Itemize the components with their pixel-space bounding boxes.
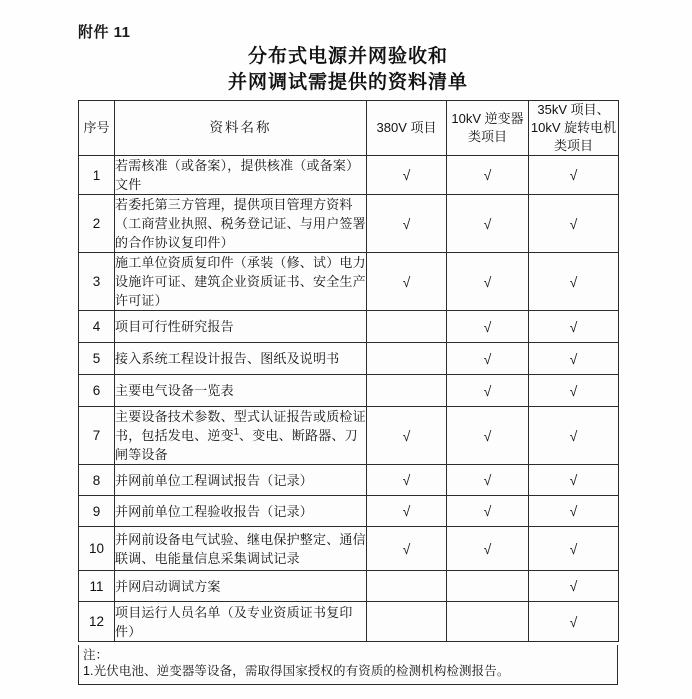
table-row: [79, 602, 619, 642]
row-mark-10kv: √: [447, 496, 529, 527]
row-document-name: 并网前单位工程验收报告（记录）: [115, 496, 367, 527]
row-mark-35kv: √: [529, 375, 619, 407]
table-row: [79, 465, 619, 496]
table-row: [79, 407, 619, 465]
footnote-marker: 1: [233, 426, 240, 437]
row-mark-10kv: √: [447, 253, 529, 311]
row-document-name: 若需核准（或备案），提供核准（或备案）文件: [115, 156, 367, 195]
table-row: [79, 343, 619, 375]
page-title-line-2: 并网调试需提供的资料清单: [227, 72, 468, 93]
row-mark-10kv: √: [447, 156, 529, 195]
row-mark-380v: √: [367, 527, 447, 571]
row-mark-380v: √: [367, 253, 447, 311]
column-header-380v: 380V 项目: [367, 101, 447, 156]
row-name-part-2: 、变电、断路器、刀闸等设备: [115, 428, 358, 462]
table-row: [79, 195, 619, 253]
column-header-35kv-rotating: 35kV 项目、10kV 旋转电机类项目: [529, 101, 619, 156]
row-mark-35kv: √: [529, 571, 619, 602]
row-mark-380v: [367, 602, 447, 642]
row-document-name: 并网启动调试方案: [115, 571, 367, 602]
row-number: 9: [79, 496, 115, 527]
attachment-label: 附件 11: [78, 24, 131, 41]
row-number: 2: [79, 195, 115, 253]
row-mark-10kv: √: [447, 311, 529, 343]
column-header-10kv-inverter: 10kV 逆变器类项目: [447, 101, 529, 156]
row-mark-380v: √: [367, 407, 447, 465]
row-mark-35kv: √: [529, 311, 619, 343]
row-mark-35kv: √: [529, 156, 619, 195]
row-mark-10kv: [447, 602, 529, 642]
row-document-name: 主要电气设备一览表: [115, 375, 367, 407]
row-mark-10kv: √: [447, 465, 529, 496]
table-body: [79, 156, 619, 642]
row-document-name: 并网前设备电气试验、继电保护整定、通信联调、电能量信息采集调试记录: [115, 527, 367, 571]
row-mark-10kv: √: [447, 343, 529, 375]
row-document-name: 接入系统工程设计报告、图纸及说明书: [115, 343, 367, 375]
row-mark-10kv: √: [447, 375, 529, 407]
table-header-row: [79, 101, 619, 156]
row-number: 8: [79, 465, 115, 496]
table-row: [79, 375, 619, 407]
row-number: 6: [79, 375, 115, 407]
row-document-name: 项目可行性研究报告: [115, 311, 367, 343]
table-row: [79, 253, 619, 311]
table-row: [79, 571, 619, 602]
row-number: 3: [79, 253, 115, 311]
column-header-no: 序号: [79, 101, 115, 156]
row-number: 12: [79, 602, 115, 642]
requirements-table: [78, 100, 619, 642]
row-document-name: 并网前单位工程调试报告（记录）: [115, 465, 367, 496]
row-mark-380v: [367, 343, 447, 375]
row-number: 11: [79, 571, 115, 602]
row-mark-35kv: √: [529, 253, 619, 311]
row-mark-35kv: √: [529, 407, 619, 465]
table-row: [79, 496, 619, 527]
row-mark-380v: √: [367, 195, 447, 253]
row-mark-10kv: √: [447, 527, 529, 571]
row-name-part-1: 主要设备技术参数、型式认证报告或质检证书，包括发电、逆变: [115, 409, 366, 443]
row-number: 7: [79, 407, 115, 465]
note-item-1: 1.光伏电池、逆变器等设备，需取得国家授权的有资质的检测机构检测报告。: [83, 664, 510, 678]
row-number: 1: [79, 156, 115, 195]
row-mark-380v: [367, 375, 447, 407]
row-mark-380v: √: [367, 496, 447, 527]
row-mark-35kv: √: [529, 195, 619, 253]
row-document-name: 项目运行人员名单（及专业资质证书复印件）: [115, 602, 367, 642]
table-row: [79, 311, 619, 343]
row-mark-35kv: √: [529, 496, 619, 527]
column-header-name: 资料名称: [115, 101, 367, 156]
row-mark-10kv: [447, 571, 529, 602]
row-number: 5: [79, 343, 115, 375]
table-row: [79, 156, 619, 195]
page-title-line-1: 分布式电源并网验收和: [247, 46, 448, 67]
row-mark-380v: [367, 571, 447, 602]
row-mark-380v: √: [367, 465, 447, 496]
row-mark-10kv: √: [447, 407, 529, 465]
table-row: [79, 527, 619, 571]
row-document-name: 若委托第三方管理，提供项目管理方资料（工商营业执照、税务登记证、与用户签署的合作协议复印件）: [115, 195, 367, 253]
row-number: 10: [79, 527, 115, 571]
notes-title: 注：: [83, 648, 109, 662]
row-mark-380v: [367, 311, 447, 343]
row-document-name: 施工单位资质复印件（承装（修、试）电力设施许可证、建筑企业资质证书、安全生产许可证）: [115, 253, 367, 311]
page-title: [78, 44, 618, 96]
row-mark-10kv: √: [447, 195, 529, 253]
row-mark-380v: √: [367, 156, 447, 195]
row-mark-35kv: √: [529, 343, 619, 375]
row-number: 4: [79, 311, 115, 343]
notes-section: [78, 645, 618, 685]
row-mark-35kv: √: [529, 465, 619, 496]
row-document-name: [115, 407, 367, 465]
row-mark-35kv: √: [529, 602, 619, 642]
row-mark-35kv: √: [529, 527, 619, 571]
